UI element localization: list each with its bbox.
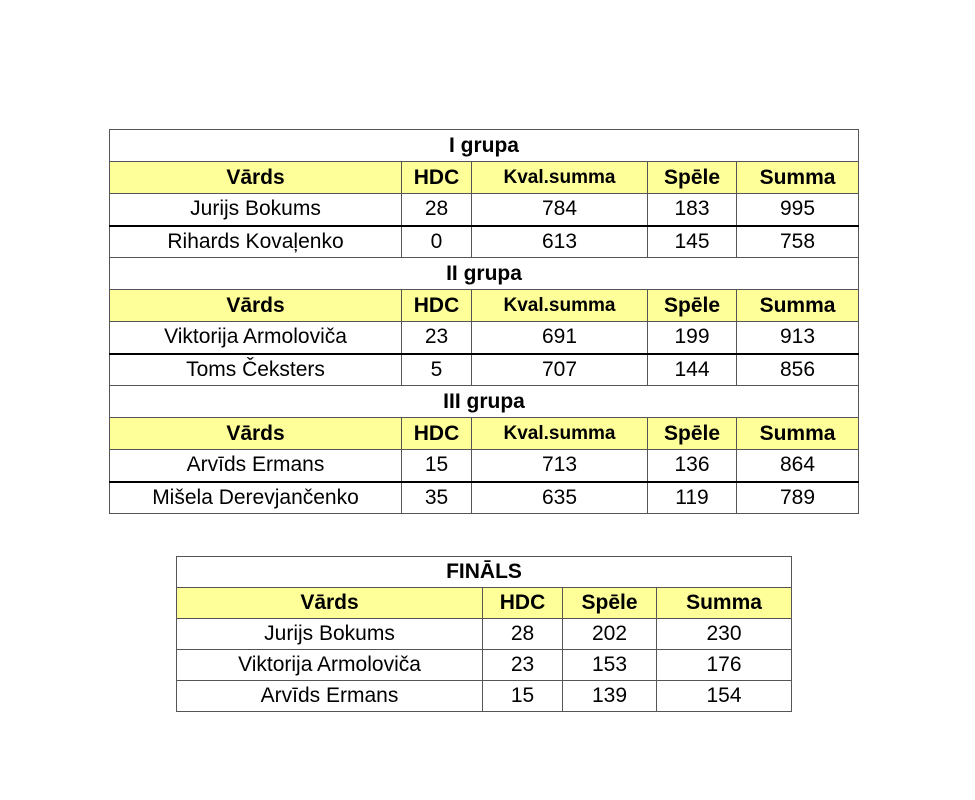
cell-game: 183 (648, 194, 737, 226)
table-row (110, 450, 859, 482)
header-row (110, 290, 859, 322)
column-header-hdc: HDC (402, 418, 472, 450)
cell-game: 153 (563, 650, 657, 681)
cell-hdc: 5 (402, 354, 472, 386)
header-row (177, 588, 792, 619)
finals-title: FINĀLS (177, 557, 792, 588)
cell-sum: 864 (737, 450, 859, 482)
cell-game: 139 (563, 681, 657, 712)
finals-results-table (176, 556, 792, 712)
column-header-game: Spēle (648, 418, 737, 450)
cell-game: 199 (648, 322, 737, 354)
column-header-hdc: HDC (402, 290, 472, 322)
table-row (177, 681, 792, 712)
column-header-sum: Summa (737, 418, 859, 450)
column-header-name: Vārds (177, 588, 483, 619)
cell-sum: 789 (737, 482, 859, 514)
groups-results-table (109, 129, 859, 514)
finals-title-row (177, 557, 792, 588)
cell-sum: 758 (737, 226, 859, 258)
cell-name: Viktorija Armoloviča (110, 322, 402, 354)
column-header-name: Vārds (110, 290, 402, 322)
cell-kval: 613 (472, 226, 648, 258)
cell-game: 119 (648, 482, 737, 514)
cell-sum: 913 (737, 322, 859, 354)
cell-name: Rihards Kovaļenko (110, 226, 402, 258)
cell-name: Arvīds Ermans (110, 450, 402, 482)
column-header-kval: Kval.summa (472, 418, 648, 450)
cell-name: Arvīds Ermans (177, 681, 483, 712)
column-header-kval: Kval.summa (472, 290, 648, 322)
header-row (110, 418, 859, 450)
group-title-row (110, 130, 859, 162)
cell-hdc: 28 (483, 619, 563, 650)
table-row (110, 354, 859, 386)
cell-sum: 230 (657, 619, 792, 650)
column-header-sum: Summa (737, 162, 859, 194)
table-row (177, 650, 792, 681)
cell-kval: 707 (472, 354, 648, 386)
cell-kval: 784 (472, 194, 648, 226)
cell-sum: 995 (737, 194, 859, 226)
cell-game: 136 (648, 450, 737, 482)
cell-hdc: 15 (483, 681, 563, 712)
cell-sum: 856 (737, 354, 859, 386)
group-title: II grupa (110, 258, 859, 290)
header-row (110, 162, 859, 194)
column-header-name: Vārds (110, 418, 402, 450)
group-title-row (110, 386, 859, 418)
column-header-sum: Summa (657, 588, 792, 619)
column-header-game: Spēle (563, 588, 657, 619)
group-title: I grupa (110, 130, 859, 162)
cell-name: Jurijs Bokums (177, 619, 483, 650)
cell-hdc: 23 (483, 650, 563, 681)
cell-hdc: 28 (402, 194, 472, 226)
cell-kval: 635 (472, 482, 648, 514)
cell-hdc: 23 (402, 322, 472, 354)
cell-name: Toms Čeksters (110, 354, 402, 386)
column-header-hdc: HDC (483, 588, 563, 619)
column-header-kval: Kval.summa (472, 162, 648, 194)
column-header-sum: Summa (737, 290, 859, 322)
cell-kval: 691 (472, 322, 648, 354)
cell-hdc: 35 (402, 482, 472, 514)
cell-name: Jurijs Bokums (110, 194, 402, 226)
cell-name: Viktorija Armoloviča (177, 650, 483, 681)
table-row (110, 482, 859, 514)
cell-name: Mišela Derevjančenko (110, 482, 402, 514)
cell-sum: 154 (657, 681, 792, 712)
table-row (110, 194, 859, 226)
group-title: III grupa (110, 386, 859, 418)
cell-hdc: 0 (402, 226, 472, 258)
cell-game: 145 (648, 226, 737, 258)
column-header-game: Spēle (648, 290, 737, 322)
column-header-name: Vārds (110, 162, 402, 194)
cell-game: 202 (563, 619, 657, 650)
cell-kval: 713 (472, 450, 648, 482)
cell-sum: 176 (657, 650, 792, 681)
column-header-game: Spēle (648, 162, 737, 194)
cell-hdc: 15 (402, 450, 472, 482)
table-row (110, 322, 859, 354)
table-row (110, 226, 859, 258)
group-title-row (110, 258, 859, 290)
table-row (177, 619, 792, 650)
column-header-hdc: HDC (402, 162, 472, 194)
cell-game: 144 (648, 354, 737, 386)
